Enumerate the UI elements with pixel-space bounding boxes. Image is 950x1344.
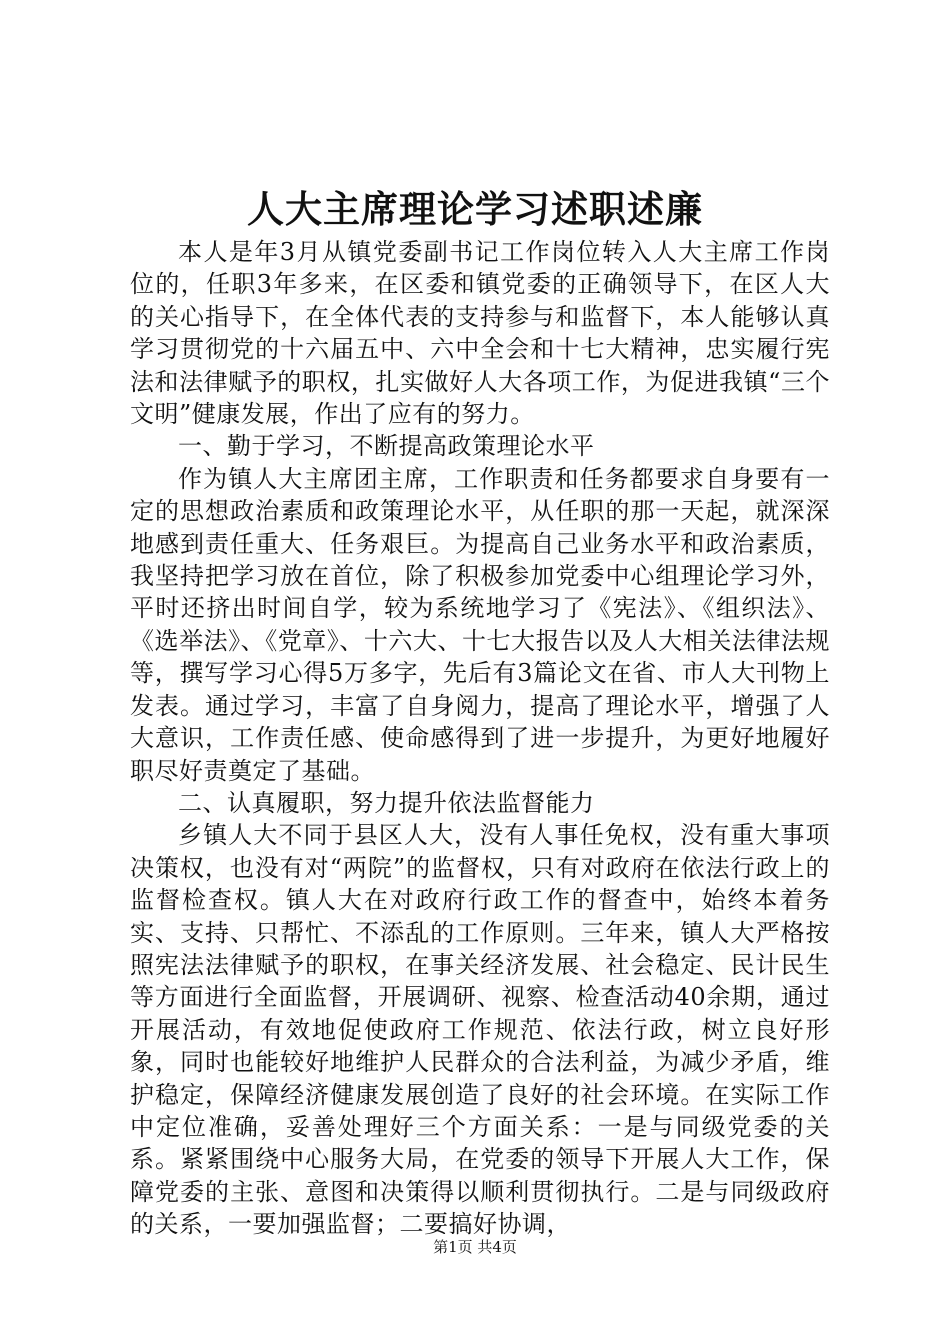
- section-heading-1: 一、勤于学习，不断提高政策理论水平: [178, 432, 595, 461]
- intro-paragraph: 本人是年3月从镇党委副书记工作岗位转入人大主席工作岗位的，任职3年多来，在区委和镇党委的正确领导下，在区人大的关心指导下，在全体代表的支持参与和监督下，本人能够认真学习贯彻党的十六届五中、六中全会和十七大精神，忠实履行宪法和法律赋予的职权，扎实做好人大各项工作，为促进我镇“三个文明”健康发展，作出了应有的努力。: [130, 238, 830, 429]
- page-number-footer: 第1页 共4页: [433, 1238, 517, 1256]
- document-title: 人大主席理论学习述职述廉: [247, 187, 703, 231]
- section-2-paragraph: 乡镇人大不同于县区人大，没有人事任免权，没有重大事项决策权，也没有对“两院”的监督权，只有对政府在依法行政上的监督检查权。镇人大在对政府行政工作的督查中，始终本着务实、支持、只帮忙、不添乱的工作原则。三年来，镇人大严格按照宪法法律赋予的职权，在事关经济发展、社会稳定、民计民生等方面进行全面监督，开展调研、视察、检查活动40余期，通过开展活动，有效地促使政府工作规范、依法行政，树立良好形象，同时也能较好地维护人民群众的合法利益，为减少矛盾，维护稳定，保障经济健康发展创造了良好的社会环境。在实际工作中定位准确，妥善处理好三个方面关系：一是与同级党委的关系。紧紧围绕中心服务大局，在党委的领导下开展人大工作，保障党委的主张、意图和决策得以顺利贯彻执行。二是与同级政府的关系，一要加强监督；二要搞好协调，: [130, 821, 830, 1239]
- document-body: [130, 236, 830, 1241]
- section-heading-2: 二、认真履职，努力提升依法监督能力: [178, 788, 595, 817]
- section-1-paragraph: 作为镇人大主席团主席，工作职责和任务都要求自身要有一定的思想政治素质和政策理论水平，从任职的那一天起，就深深地感到责任重大、任务艰巨。为提高自己业务水平和政治素质，我坚持把学习放在首位，除了积极参加党委中心组理论学习外，平时还挤出时间自学，较为系统地学习了《宪法》、《组织法》、《选举法》、《党章》、十六大、十七大报告以及人大相关法律法规等，撰写学习心得5万多字，先后有3篇论文在省、市人大刊物上发表。通过学习，丰富了自身阅力，提高了理论水平，增强了人大意识，工作责任感、使命感得到了进一步提升，为更好地履好职尽好责奠定了基础。: [130, 464, 830, 785]
